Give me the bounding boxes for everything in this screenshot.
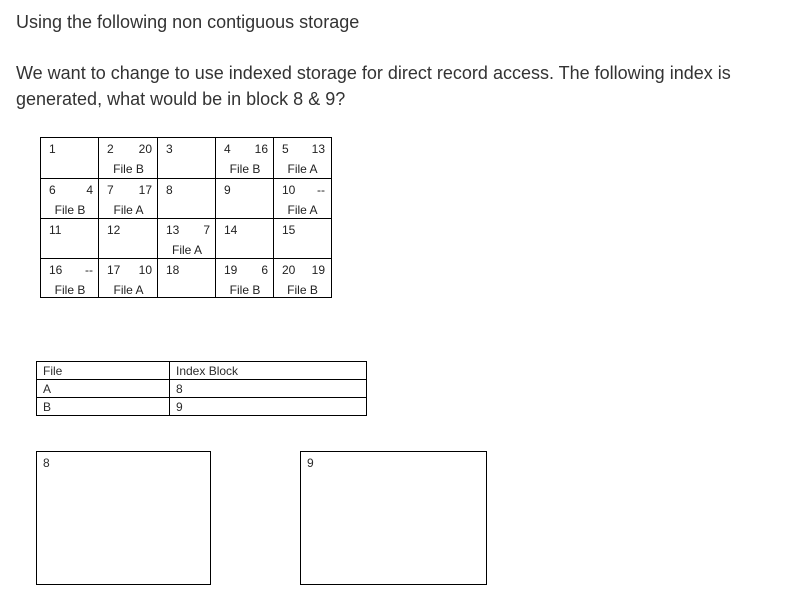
heading: Using the following non contiguous storage <box>16 12 360 32</box>
block-cell-19 <box>215 258 274 298</box>
block-number: 15 <box>282 223 296 237</box>
next-pointer: 20 <box>138 142 152 156</box>
block-cell-11 <box>40 218 99 259</box>
file-label: File B <box>54 283 86 297</box>
block-number: 6 <box>49 183 56 197</box>
index-table <box>36 361 367 416</box>
block-cell-8 <box>157 178 216 219</box>
block-cell-15 <box>273 218 332 259</box>
block-number: 19 <box>224 263 238 277</box>
block-cell-16 <box>40 258 99 298</box>
next-pointer: -- <box>85 263 93 277</box>
block-number: 7 <box>107 183 114 197</box>
block-number: 14 <box>224 223 238 237</box>
block-cell-12 <box>98 218 158 259</box>
file-label: File A <box>113 283 144 297</box>
header-index-block: Index Block <box>170 362 367 380</box>
block-number: 20 <box>282 263 296 277</box>
block-8-box <box>36 451 211 585</box>
table-row <box>37 380 367 398</box>
block-number: 18 <box>166 263 180 277</box>
block-number: 5 <box>282 142 289 156</box>
block-number: 11 <box>49 223 62 237</box>
block-cell-14 <box>215 218 274 259</box>
file-label: File A <box>171 243 202 257</box>
file-label: File B <box>287 283 318 297</box>
next-pointer: 13 <box>311 142 325 156</box>
block-cell-4 <box>215 137 274 179</box>
next-pointer: -- <box>317 183 325 197</box>
file-label: File A <box>287 203 318 217</box>
block-cell-7 <box>98 178 158 219</box>
file-label: File B <box>229 283 261 297</box>
block-number: 8 <box>166 183 173 197</box>
file-label: File B <box>54 203 86 217</box>
block-cell-2 <box>98 137 158 179</box>
file-label: File A <box>287 162 318 176</box>
next-pointer: 4 <box>86 183 93 197</box>
block-number: 9 <box>224 183 231 197</box>
block-cell-10 <box>273 178 332 219</box>
table-row <box>37 398 367 416</box>
block-number: 2 <box>107 142 114 156</box>
block-cell-20 <box>273 258 332 298</box>
block-cell-6 <box>40 178 99 219</box>
index-block-cell: 8 <box>170 380 367 398</box>
file-label: File A <box>113 203 144 217</box>
block-cell-17 <box>98 258 158 298</box>
next-pointer: 19 <box>311 263 325 277</box>
next-pointer: 16 <box>254 142 268 156</box>
block-cell-18 <box>157 258 216 298</box>
block-number: 1 <box>49 142 56 156</box>
file-label: File B <box>229 162 261 176</box>
file-label: File B <box>113 162 144 176</box>
block-number: 13 <box>166 223 180 237</box>
block-number: 3 <box>166 142 173 156</box>
storage-grid <box>40 137 332 298</box>
file-cell: B <box>37 398 170 416</box>
block-9-box <box>300 451 487 585</box>
block-cell-3 <box>157 137 216 179</box>
block-cell-1 <box>40 137 99 179</box>
block-number: 4 <box>224 142 231 156</box>
file-cell: A <box>37 380 170 398</box>
index-block-cell: 9 <box>170 398 367 416</box>
block-cell-5 <box>273 137 332 179</box>
block-9-label: 9 <box>307 456 314 470</box>
block-number: 17 <box>107 263 121 277</box>
next-pointer: 7 <box>203 223 210 237</box>
block-cell-13 <box>157 218 216 259</box>
block-number: 12 <box>107 223 121 237</box>
block-8-label: 8 <box>43 456 50 470</box>
block-number: 16 <box>49 263 63 277</box>
block-number: 10 <box>282 183 296 197</box>
next-pointer: 10 <box>138 263 152 277</box>
block-cell-9 <box>215 178 274 219</box>
next-pointer: 6 <box>261 263 268 277</box>
question-paragraph: We want to change to use indexed storage for direct record access. The following index is generated, what would be in block 8 & 9? <box>16 63 731 109</box>
header-file: File <box>37 362 170 380</box>
next-pointer: 17 <box>138 183 152 197</box>
index-table-header <box>37 362 367 380</box>
